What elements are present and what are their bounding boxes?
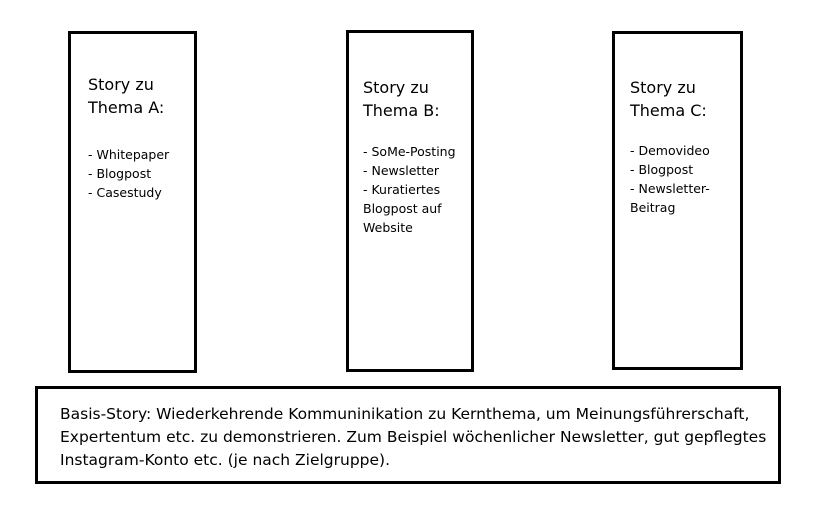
content-list	[630, 141, 742, 217]
pillar-thema-a	[68, 31, 197, 373]
basis-story-box	[35, 386, 781, 484]
list-item: - Newsletter	[363, 163, 440, 178]
list-item: - Blogpost	[88, 166, 152, 181]
pillar-thema-b	[346, 30, 474, 372]
list-item: - Kuratiertes Blogpost auf Website	[363, 182, 442, 235]
basis-story-text: Basis-Story: Wiederkehrende Kommuninikation zu Kernthema, um Meinungsführerschaft, Expertentum etc. zu demonstrieren. Zum Beispiel wöchenlicher Newsletter, gut gepflegtes Instagram-Konto etc. (je nach Zielgruppe).	[60, 405, 767, 469]
list-item: - SoMe-Posting	[363, 144, 456, 159]
content-list	[363, 142, 475, 237]
content-list	[88, 145, 198, 202]
pillar-title: Story zu Thema B:	[363, 78, 440, 120]
list-item: - Demovideo	[630, 143, 710, 158]
pillar-title: Story zu Thema A:	[88, 75, 165, 117]
list-item: - Whitepaper	[88, 147, 170, 162]
list-item: - Casestudy	[88, 185, 162, 200]
pillar-title: Story zu Thema C:	[630, 78, 707, 120]
list-item: - Blogpost	[630, 162, 694, 177]
list-item: - Newsletter-Beitrag	[630, 181, 710, 215]
pillar-thema-c	[612, 31, 743, 370]
